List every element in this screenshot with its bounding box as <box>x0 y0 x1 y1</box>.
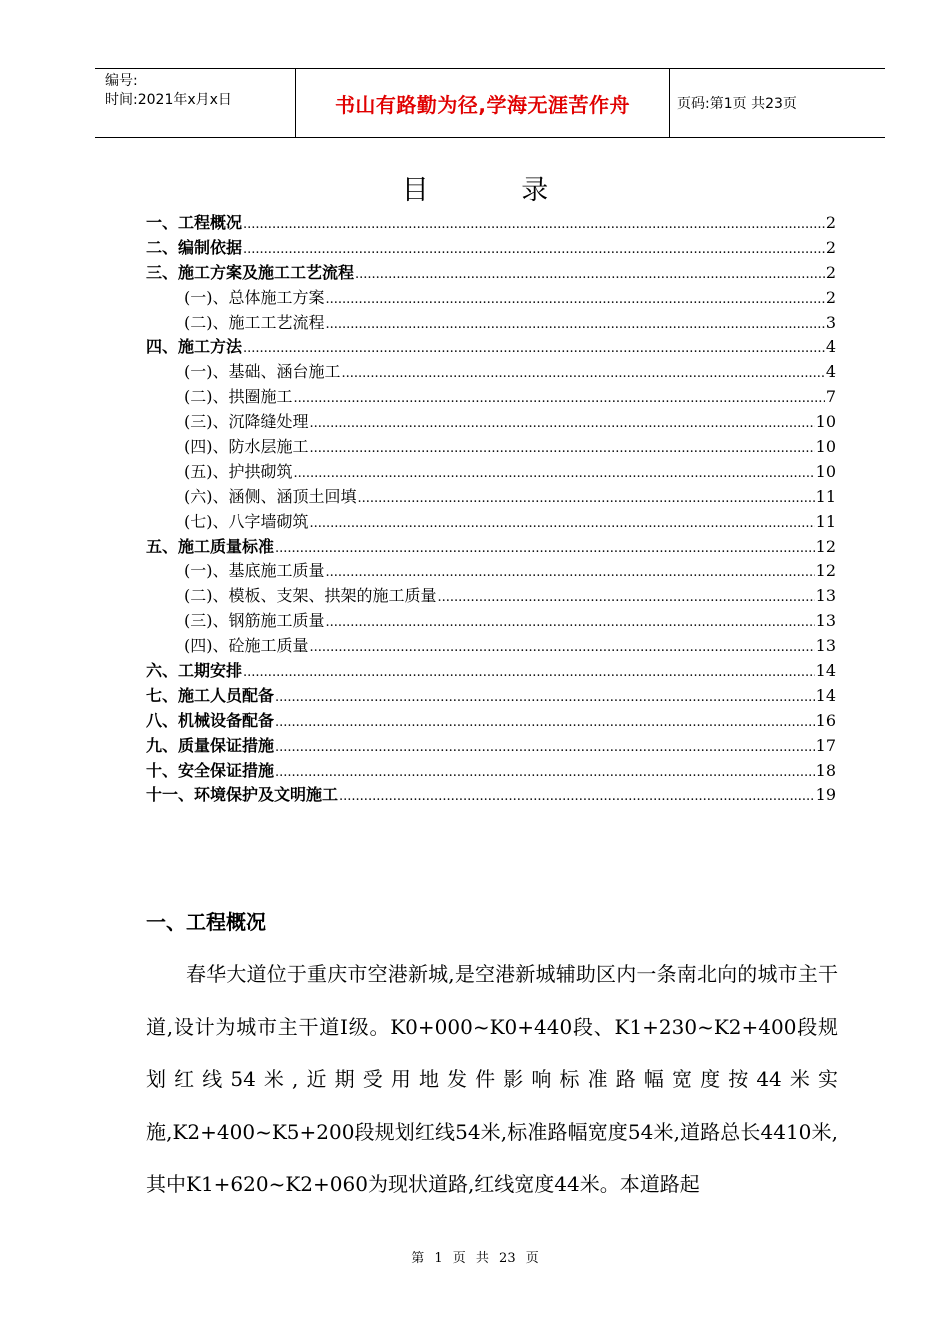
toc-entry-title: 三、施工方案及施工工艺流程 <box>146 262 355 282</box>
toc-leader-dots <box>358 491 815 506</box>
toc-entry-page: 7 <box>825 387 836 407</box>
toc-leader-dots <box>310 516 815 531</box>
toc-leader-dots <box>243 665 815 680</box>
toc-entry-page: 19 <box>815 785 836 805</box>
toc-entry-page: 14 <box>815 661 836 681</box>
toc-entry-page: 12 <box>815 536 836 556</box>
toc-entry[interactable] <box>146 285 836 310</box>
toc-entry-page: 13 <box>815 636 836 656</box>
toc-entry-title: 二、编制依据 <box>146 237 243 257</box>
toc-entry-title: 一、工程概况 <box>146 213 243 232</box>
toc-entry-page: 11 <box>815 486 836 506</box>
toc-entry-page: 2 <box>825 213 836 232</box>
toc-entry-title: (二)、模板、支架、拱架的施工质量 <box>184 586 437 606</box>
toc-leader-dots <box>294 391 825 406</box>
toc-entry-page: 12 <box>815 561 836 581</box>
toc-leader-dots <box>275 541 815 556</box>
toc-leader-dots <box>310 640 815 655</box>
toc-entry-page: 10 <box>815 412 836 432</box>
toc-leader-dots <box>243 341 825 356</box>
toc-entry-title: (三)、钢筋施工质量 <box>184 611 325 631</box>
toc-entry-page: 10 <box>815 461 836 481</box>
toc-leader-dots <box>275 690 815 705</box>
toc-entry-title: (二)、施工工艺流程 <box>184 312 325 332</box>
toc-entry-title: (七)、八字墙砌筑 <box>184 511 309 531</box>
toc-entry-title: 十一、环境保护及文明施工 <box>146 785 339 805</box>
toc-entry-title: (三)、沉降缝处理 <box>184 412 309 432</box>
header-meta-cell <box>95 69 296 137</box>
toc-entry-page: 18 <box>815 760 836 780</box>
toc-leader-dots <box>342 366 825 381</box>
toc-entry[interactable] <box>146 583 836 608</box>
page-footer: 第 1 页 共 23 页 <box>411 1251 539 1266</box>
toc-leader-dots <box>310 416 815 431</box>
toc-entry[interactable] <box>146 459 836 484</box>
toc-entry[interactable] <box>146 235 836 260</box>
toc-leader-dots <box>355 267 825 282</box>
toc-entry[interactable] <box>146 558 836 583</box>
toc-entry[interactable] <box>146 310 836 335</box>
toc-entry-title: 六、工期安排 <box>146 661 243 681</box>
toc-entry[interactable] <box>146 758 836 783</box>
header-motto-cell <box>296 69 670 137</box>
motto-text: 书山有路勤为径,学海无涯苦作舟 <box>334 92 631 117</box>
toc-title: 目 录 <box>401 175 591 206</box>
body-paragraph: 春华大道位于重庆市空港新城,是空港新城辅助区内一条南北向的城市主干道,设计为城市主干道Ⅰ级。K0+000~K0+440段、K1+230~K2+400段规划红线54米,近期受用地发件影响标准路幅宽度按44米实施,K2+400~K5+200段规划红线54米,标准路幅宽度54米,道路总长4410米,其中K1+620~K2+060为现状道路,红线宽度44米。本道路起 <box>146 962 838 1196</box>
toc-entry-page: 10 <box>815 437 836 457</box>
toc-leader-dots <box>243 217 825 232</box>
toc-entry-title: (一)、基础、涵台施工 <box>184 362 341 382</box>
toc-entry[interactable] <box>146 359 836 384</box>
toc-leader-dots <box>326 615 815 630</box>
toc-entry[interactable] <box>146 683 836 708</box>
toc-leader-dots <box>310 441 815 456</box>
toc-entry-page: 3 <box>825 312 836 332</box>
toc-leader-dots <box>275 740 815 755</box>
toc-entry[interactable] <box>146 608 836 633</box>
toc-entry-title: (一)、总体施工方案 <box>184 287 325 307</box>
toc-entry-page: 2 <box>825 237 836 257</box>
toc-entry-title: 八、机械设备配备 <box>146 710 275 730</box>
toc-entry-title: 七、施工人员配备 <box>146 685 275 705</box>
toc-entry[interactable] <box>146 260 836 285</box>
toc-entry-title: (四)、防水层施工 <box>184 437 309 457</box>
toc-leader-dots <box>275 765 815 780</box>
toc-entry-title: 五、施工质量标准 <box>146 536 275 556</box>
code-label: 编号: <box>105 73 138 89</box>
toc-entry[interactable] <box>146 210 836 235</box>
document-header <box>95 68 885 138</box>
toc-leader-dots <box>326 292 825 307</box>
toc-entry-page: 17 <box>815 735 836 755</box>
toc-entry[interactable] <box>146 782 836 807</box>
time-label: 时间:2021年x月x日 <box>105 92 232 108</box>
toc-entry-page: 11 <box>815 511 836 531</box>
toc-entry-title: 九、质量保证措施 <box>146 735 275 755</box>
toc-entry-title: 十、安全保证措施 <box>146 760 275 780</box>
toc-entry-page: 2 <box>825 262 836 282</box>
toc-entry-title: (四)、砼施工质量 <box>184 636 309 656</box>
toc-entry-title: 四、施工方法 <box>146 337 243 357</box>
toc-leader-dots <box>438 590 815 605</box>
toc-entry-page: 4 <box>825 337 836 357</box>
toc-entry[interactable] <box>146 708 836 733</box>
section-heading: 一、工程概况 <box>146 910 266 934</box>
toc-leader-dots <box>275 715 815 730</box>
toc-entry-page: 2 <box>825 287 836 307</box>
toc-entry-title: (一)、基底施工质量 <box>184 561 325 581</box>
toc-entry[interactable] <box>146 509 836 534</box>
toc-leader-dots <box>294 466 815 481</box>
toc-entry[interactable] <box>146 484 836 509</box>
toc-entry[interactable] <box>146 384 836 409</box>
toc-leader-dots <box>326 317 825 332</box>
page-info: 页码:第1页 共23页 <box>677 96 797 112</box>
toc-entry[interactable] <box>146 434 836 459</box>
toc-entry[interactable] <box>146 733 836 758</box>
toc-entry-page: 16 <box>815 710 836 730</box>
toc-leader-dots <box>326 565 815 580</box>
toc-entry-page: 13 <box>815 611 836 631</box>
toc-leader-dots <box>243 242 825 257</box>
toc-entry[interactable] <box>146 334 836 359</box>
table-of-contents <box>146 210 836 807</box>
header-page-cell <box>677 69 797 137</box>
toc-entry-page: 14 <box>815 685 836 705</box>
toc-entry-page: 4 <box>825 362 836 382</box>
toc-entry-title: (二)、拱圈施工 <box>184 387 293 407</box>
toc-entry-page: 13 <box>815 586 836 606</box>
toc-entry[interactable] <box>146 658 836 683</box>
toc-entry-title: (五)、护拱砌筑 <box>184 461 293 481</box>
toc-leader-dots <box>339 789 815 804</box>
toc-entry[interactable] <box>146 534 836 559</box>
toc-entry[interactable] <box>146 633 836 658</box>
toc-entry-title: (六)、涵侧、涵顶土回填 <box>184 486 357 506</box>
toc-entry[interactable] <box>146 409 836 434</box>
